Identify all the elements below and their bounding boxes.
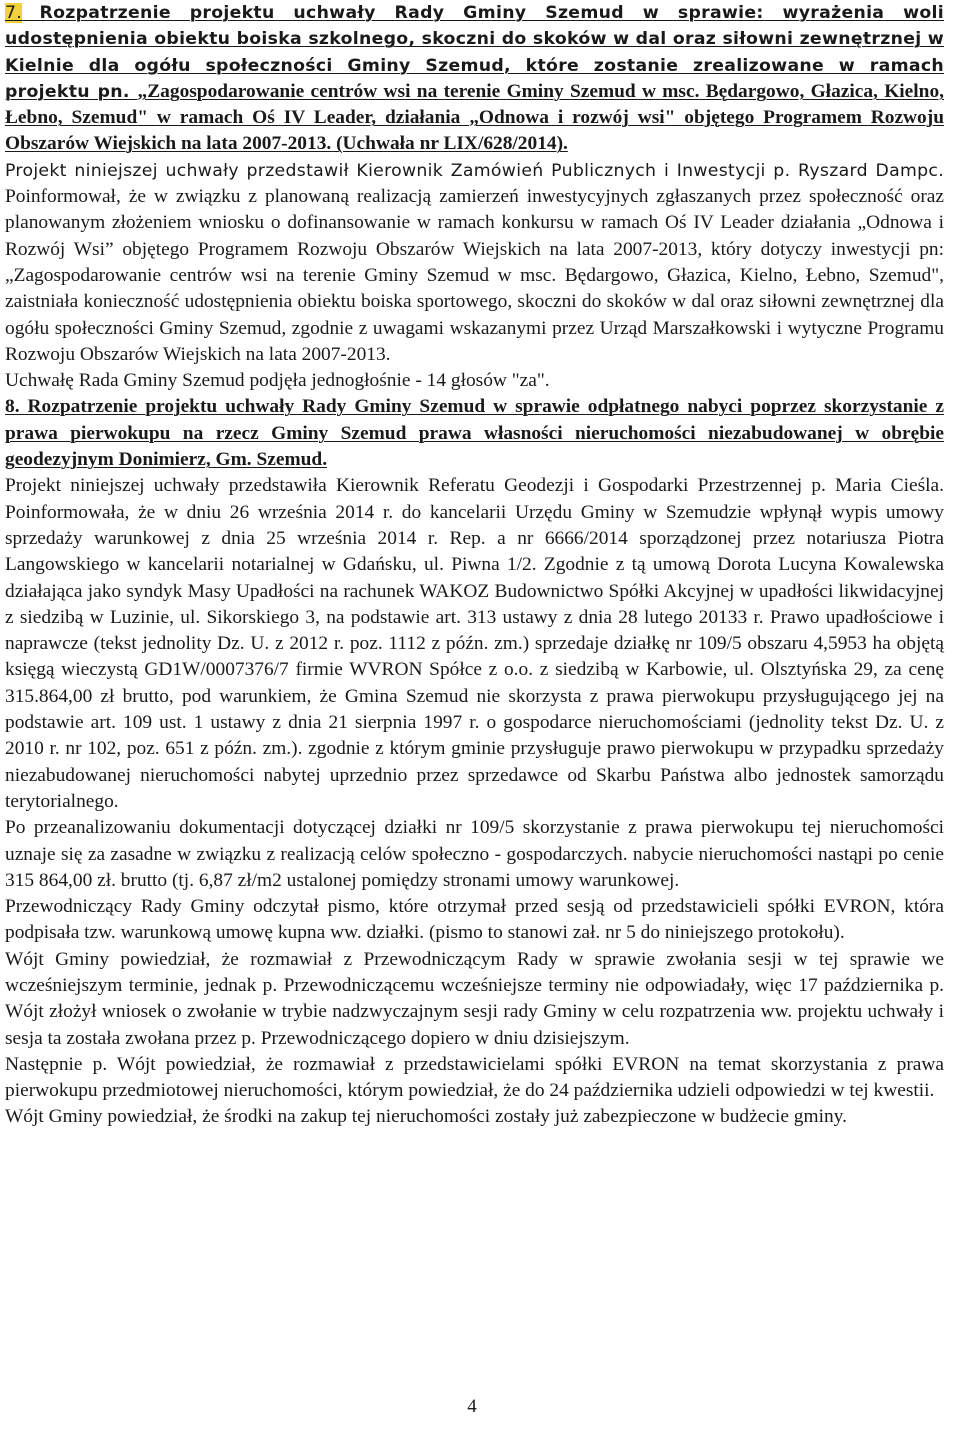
section-8-paragraph-4: Wójt Gminy powiedział, że rozmawiał z Przewodniczącym Rady w sprawie zwołania sesji w tej sprawie we wcześniejszym terminie, jednak p. Przewodniczącemu wcześniejsze terminy nie odpowiadały, więc 17 października p. Wójt złożył wniosek o zwołanie w trybie nadzwyczajnym sesji rady Gminy w celu rozpatrzenia ww. projektu uchwały i sesja ta została zwołana przez p. Przewodniczącego dopiero w dniu dzisiejszym.	[5, 948, 944, 1049]
section-8-paragraph-2: Po przeanalizowaniu dokumentacji dotyczącej działki nr 109/5 skorzystanie z prawa pierwokupu tej nieruchomości uznaje się za zasadne w związku z realizacją celów społeczno - gospodarczych. nabycie nieruchomości nastąpi po cenie 315 864,00 zł. brutto (tj. 6,87 zł/m2 ustalonej pomiędzy stronami umowy warunkowej.	[5, 817, 944, 891]
section-7-heading	[5, 0, 944, 158]
section-8-paragraph-1: Projekt niniejszej uchwały przedstawiła Kierownik Referatu Geodezji i Gospodarki Przestrzennej p. Maria Cieśla. Poinformowała, że w dniu 26 września 2014 r. do kancelarii Urzędu Gminy w Szemudzie wpłynął wypis umowy sprzedaży warunkowej z dnia 25 września 2014 r. Rep. a nr 6666/2014 sporządzonej przez notariusza Piotra Langowskiego w kancelarii notarialnej w Gdańsku, ul. Piwna 1/2. Zgodnie z tą umową Dorota Lucyna Kowalewska działająca jako syndyk Masy Upadłości na rachunek WAKOZ Budownictwo Spółki Akcyjnej w upadłości likwidacyjnej z siedzibą w Luzinie, ul. Sikorskiego 3, na podstawie art. 313 ustawy z dnia 28 lutego 20133 r. Prawo upadłościowe i naprawcze (tekst jednolity Dz. U. z 2012 r. poz. 1112 z późn. zm.) sprzedaje działkę nr 109/5 obszaru 4,5953 ha objętą księgą wieczystą GD1W/0007376/7 firmie WVRON Spółce z o.o. z siedzibą w Karbowie, ul. Olsztyńska 29, za cenę 315.864,00 zł brutto, pod warunkiem, że Gmina Szemud nie skorzysta z prawa pierwokupu przysługującego jej na podstawie art. 109 ust. 1 ustawy z dnia 21 sierpnia 1997 r. o gospodarce nieruchomościami (jednolity tekst Dz. U. z 2010 r. nr 102, poz. 651 z późn. zm.). zgodnie z którym gminie przysługuje prawo pierwokupu w przypadku sprzedaży niezabudowanej nieruchomości nabytej uprzednio przez sprzedawce od Skarbu Państwa albo jednostek samorządu terytorialnego.	[5, 475, 944, 812]
page-number: 4	[467, 1396, 477, 1417]
section-8-paragraph-3: Przewodniczący Rady Gminy odczytał pismo, które otrzymał przed sesją od przedstawicieli spółki EVRON, która podpisała tzw. warunkową umowę kupna ww. działki. (pismo to stanowi zał. nr 5 do niniejszego protokołu).	[5, 896, 944, 944]
section-8-heading: 8. Rozpatrzenie projektu uchwały Rady Gminy Szemud w sprawie odpłatnego nabyci poprzez skorzystanie z prawa pierwokupu na rzecz Gminy Szemud prawa własności nieruchomości niezabudowanej w obrębie geodezyjnym Donimierz, Gm. Szemud.	[5, 396, 944, 471]
section-7-number: 7.	[5, 3, 23, 23]
section-7-title-part2: „Zagospodarowanie centrów wsi na terenie Gminy Szemud w msc. Będargowo, Głazica, Kielno, Łebno, Szemud" w ramach Oś IV Leader, działania „Odnowa i rozwój wsi" objętego Programem Rozwoju Obszarów Wiejskich na lata 2007-2013. (Uchwała nr LIX/628/2014).	[5, 80, 944, 155]
section-8-paragraph-6: Wójt Gminy powiedział, że środki na zakup tej nieruchomości zostały już zabezpieczone w budżecie gminy.	[5, 1106, 847, 1128]
section-7-vote: Uchwałę Rada Gminy Szemud podjęła jednogłośnie - 14 głosów "za".	[5, 370, 550, 392]
section-7-title-part1: Rozpatrzenie projektu uchwały Rady Gminy Szemud w sprawie: wyrażenia woli udostępnienia obiektu boiska szkolnego, skoczni do skoków w dal oraz siłowni zewnętrznej w Kielnie dla ogółu społeczności Gminy Szemud, które zostanie zrealizowane w ramach projektu pn.	[5, 3, 945, 102]
section-7-body-text: Poinformował, że w związku z planowaną realizacją zamierzeń inwestycyjnych zgłaszanych przez społeczność oraz planowanym złożeniem wniosku o dofinansowanie w ramach konkursu w ramach Oś IV Leader działania „Odnowa i Rozwój Wsi” objętego Programem Rozwoju Obszarów Wiejskich na lata 2007-2013, który dotyczy inwestycji pn: „Zagospodarowanie centrów wsi na terenie Gminy Szemud w msc. Będargowo, Głazica, Kielno, Łebno, Szemud", zaistniała konieczność udostępnienia obiektu boiska sportowego, skoczni do skoków w dal oraz siłowni zewnętrznej dla ogółu społeczności Gminy Szemud, zgodnie z uwagami wskazanymi przez Urząd Marszałkowski i wytyczne Programu Rozwoju Obszarów Wiejskich na lata 2007-2013.	[5, 186, 944, 365]
section-8-paragraph-5: Następnie p. Wójt powiedział, że rozmawiał z przedstawicielami spółki EVRON na temat skorzystania z prawa pierwokupu przedmiotowej nieruchomości, którym powiedział, że do 24 października udzieli odpowiedzi w tej kwestii.	[5, 1053, 944, 1102]
document-page	[5, 0, 944, 1131]
section-7-body	[5, 158, 944, 368]
section-7-presenter: Projekt niniejszej uchwały przedstawił Kierownik Zamówień Publicznych i Inwestycji p. Ryszard Dampc.	[5, 160, 944, 181]
